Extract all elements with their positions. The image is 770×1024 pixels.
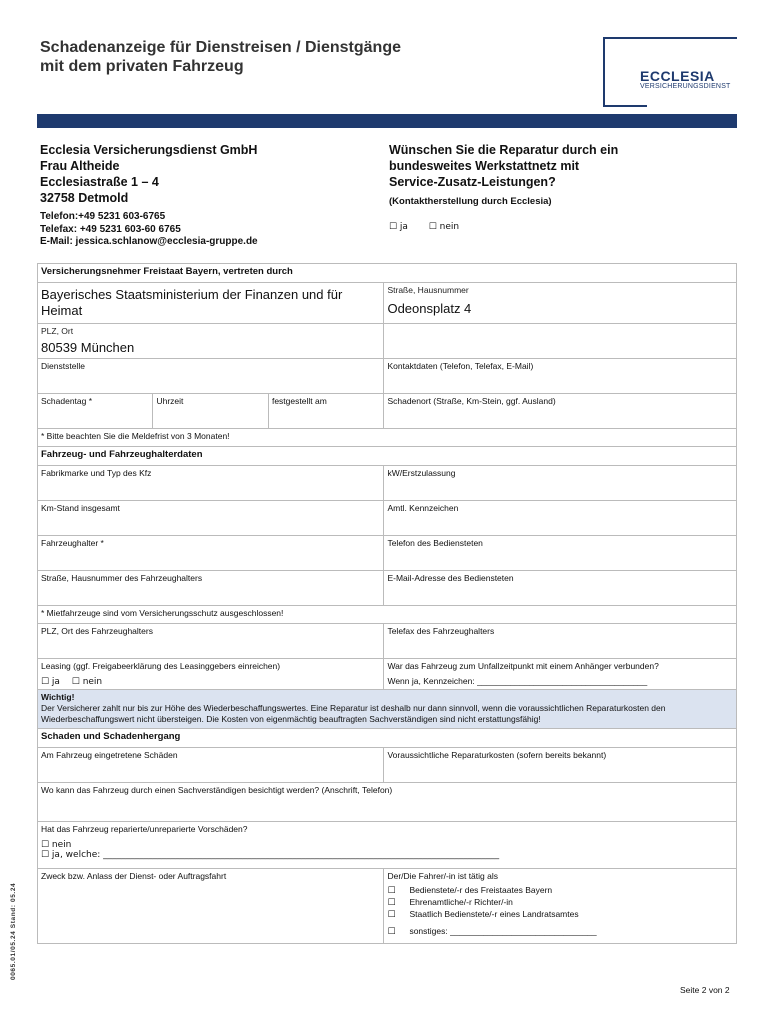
fax-halter-field[interactable]: Telefax des Fahrzeughalters [384, 624, 737, 659]
opt2-checkbox[interactable]: ☐ [387, 898, 396, 908]
page-number: Seite 2 von 2 [680, 985, 730, 995]
kosten-field[interactable]: Voraussichtliche Reparaturkosten (sofern bereits bekannt) [384, 748, 737, 783]
important-text: Der Versicherer zahlt nur bis zur Höhe des Wiederbeschaffungswertes. Eine Reparatur ist deshalb nur dann sinnvoll, wenn die voraussichtlichen Reparaturkosten den Wiederbeschaffungswert nicht übersteigen. Die Kosten von eigenmächtig beauftragten Sachverständigen sind nicht erstattungsfähig! [41, 703, 666, 724]
kontakt-field[interactable]: Kontaktdaten (Telefon, Telefax, E-Mail) [384, 359, 737, 394]
opt3-label: Staatlich Bedienstete/-r eines Landratsamtes [409, 909, 579, 919]
policyholder-field[interactable] [38, 283, 384, 324]
blank-cell[interactable] [384, 324, 737, 359]
fax: Telefax: +49 5231 603-60 6765 [40, 223, 181, 235]
street-field[interactable] [384, 283, 737, 324]
km-field[interactable]: Km-Stand insgesamt [38, 501, 384, 536]
header-bar [37, 114, 737, 128]
repair-options [389, 221, 477, 232]
email: E-Mail: jessica.schlanow@ecclesia-gruppe.de [40, 236, 258, 247]
tel-bed-field[interactable]: Telefon des Bediensteten [384, 536, 737, 571]
kw-field[interactable]: kW/Erstzulassung [384, 466, 737, 501]
leasing-label: Leasing (ggf. Freigabeerklärung des Leasinggebers einreichen) [41, 661, 281, 671]
zweck-field[interactable]: Zweck bzw. Anlass der Dienst- oder Auftragsfahrt [38, 869, 384, 944]
opt1-label: Bedienstete/-r des Freistaates Bayern [409, 885, 553, 895]
besichtigung-field[interactable]: Wo kann das Fahrzeug durch einen Sachverständigen besichtigt werden? (Anschrift, Telefon) [38, 783, 737, 822]
dienststelle-field[interactable]: Dienststelle [38, 359, 384, 394]
marke-field[interactable]: Fabrikmarke und Typ des Kfz [38, 466, 384, 501]
leasing-yes-checkbox[interactable]: ☐ ja [41, 677, 60, 687]
mail-bed-field[interactable]: E-Mail-Adresse des Bediensteten [384, 571, 737, 606]
city: 32758 Detmold [40, 191, 129, 205]
opt2-label: Ehrenamtliche/-r Richter/-in [409, 897, 513, 907]
vorschaeden-field [38, 822, 737, 869]
taetig-field [384, 869, 737, 944]
repair-line-1: Wünschen Sie die Reparatur durch ein [389, 143, 619, 157]
uhrzeit-field[interactable]: Uhrzeit [153, 394, 268, 429]
repair-no-checkbox[interactable]: ☐ nein [428, 222, 460, 232]
opt4-checkbox[interactable]: ☐ [387, 927, 396, 937]
vehicle-heading: Fahrzeug- und Fahrzeughalterdaten [38, 447, 737, 466]
logo-line [603, 37, 737, 39]
plz-value: 80539 München [41, 340, 135, 355]
schadenort-field[interactable]: Schadenort (Straße, Km-Stein, ggf. Ausland) [384, 394, 737, 429]
phone: Telefon:+49 5231 603-6765 [40, 211, 166, 222]
halter-field[interactable]: Fahrzeughalter * [38, 536, 384, 571]
important-box [38, 690, 737, 729]
street: Ecclesiastraße 1 – 4 [40, 175, 159, 189]
vorschaeden-no-checkbox[interactable]: ☐ nein [41, 840, 72, 850]
contact-details [40, 211, 258, 249]
important-heading: Wichtig! [41, 692, 75, 702]
anhaenger-kennzeichen[interactable]: Wenn ja, Kennzeichen: ____________________________________ [387, 676, 648, 686]
taetig-label: Der/Die Fahrer/-in ist tätig als [387, 871, 498, 881]
str-halter-field[interactable]: Straße, Hausnummer des Fahrzeughalters [38, 571, 384, 606]
schaeden-field[interactable]: Am Fahrzeug eingetretene Schäden [38, 748, 384, 783]
plz-field[interactable] [38, 324, 384, 359]
claim-form [37, 263, 737, 944]
street-label: Straße, Hausnummer [387, 285, 469, 295]
plz-halter-field[interactable]: PLZ, Ort des Fahrzeughalters [38, 624, 384, 659]
opt4-label[interactable]: sonstiges: _______________________________ [409, 926, 597, 936]
kennzeichen-field[interactable]: Amtl. Kennzeichen [384, 501, 737, 536]
policyholder-value: Bayerisches Staatsministerium der Finanzen und für Heimat [41, 287, 343, 318]
plz-label: PLZ, Ort [41, 326, 74, 336]
street-value: Odeonsplatz 4 [387, 301, 472, 316]
vorschaeden-yes-checkbox[interactable]: ☐ ja, welche: ________________________________________________________________________________________ [41, 850, 500, 860]
title-line-2: mit dem privaten Fahrzeug [40, 58, 244, 75]
repair-note: (Kontaktherstellung durch Ecclesia) [389, 196, 552, 207]
vorschaeden-label: Hat das Fahrzeug reparierte/unreparierte Vorschäden? [41, 824, 248, 834]
repair-line-3: Service-Zusatz-Leistungen? [389, 175, 556, 189]
logo-name: ECCLESIA [640, 68, 715, 84]
opt1-checkbox[interactable]: ☐ [387, 886, 396, 896]
anhaenger-label: War das Fahrzeug zum Unfallzeitpunkt mit einem Anhänger verbunden? [387, 661, 659, 671]
festgestellt-field[interactable]: festgestellt am [268, 394, 383, 429]
deadline-note: * Bitte beachten Sie die Meldefrist von 3 Monaten! [38, 429, 737, 447]
page-title [40, 38, 480, 76]
recipient-address [40, 142, 370, 206]
form-code: 0065.01/05.24 Stand: 05.24 [10, 882, 17, 980]
title-line-1: Schadenanzeige für Dienstreisen / Dienstgänge [40, 39, 401, 56]
logo-subtitle: VERSICHERUNGSDIENST [640, 83, 731, 90]
leasing-no-checkbox[interactable]: ☐ nein [71, 677, 103, 687]
leasing-field [38, 659, 384, 690]
repair-line-2: bundesweites Werkstattnetz mit [389, 159, 580, 173]
repair-yes-checkbox[interactable]: ☐ ja [389, 222, 408, 232]
damage-heading: Schaden und Schadenhergang [38, 729, 737, 748]
company: Ecclesia Versicherungsdienst GmbH [40, 143, 258, 157]
contact-person: Frau Altheide [40, 159, 120, 173]
rental-note: * Mietfahrzeuge sind vom Versicherungsschutz ausgeschlossen! [38, 606, 737, 624]
schadentag-field[interactable]: Schadentag * [38, 394, 153, 429]
repair-question [389, 142, 719, 190]
anhaenger-field [384, 659, 737, 690]
policyholder-heading: Versicherungsnehmer Freistaat Bayern, vertreten durch [38, 264, 737, 283]
opt3-checkbox[interactable]: ☐ [387, 910, 396, 920]
